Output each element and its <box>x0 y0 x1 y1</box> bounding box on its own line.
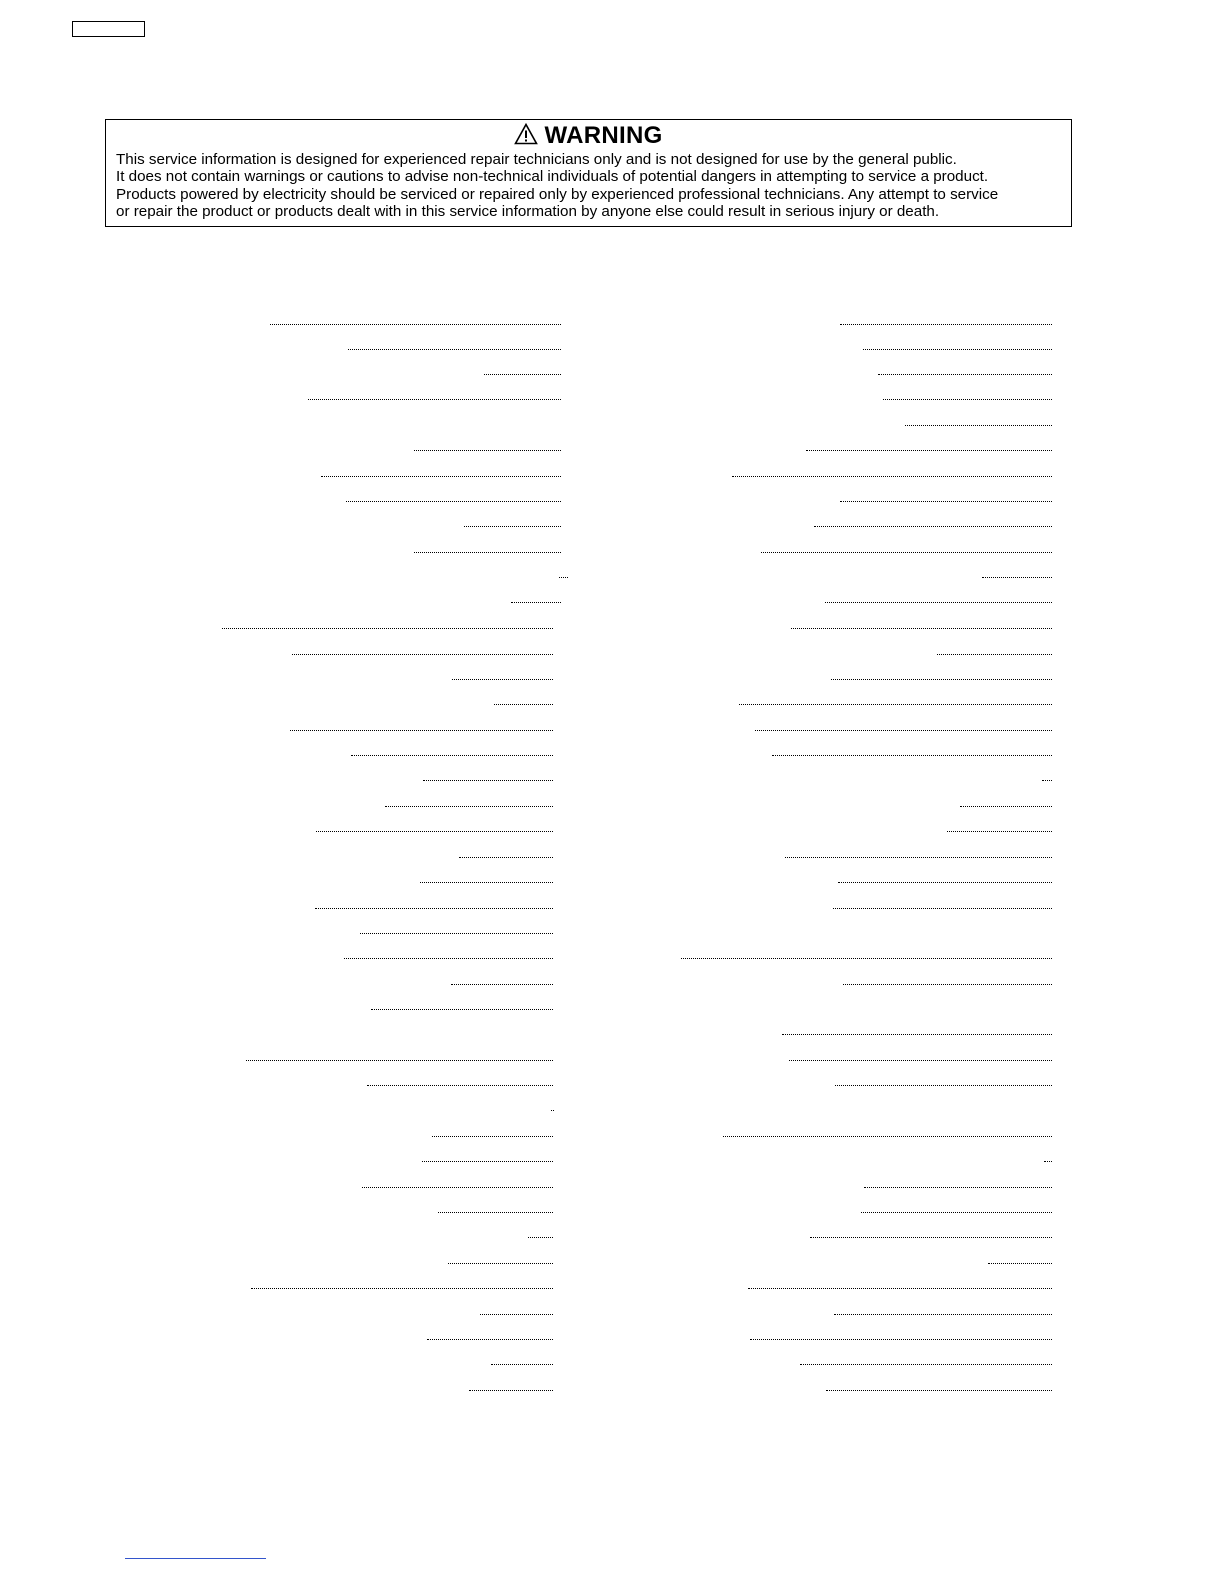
toc-leader-left <box>222 628 553 629</box>
toc-leader-right <box>785 857 1052 858</box>
toc-leader-left <box>559 577 568 578</box>
warning-line: It does not contain warnings or cautions to advise non-technical individuals of potential dangers in attempting to service a product. <box>116 168 989 186</box>
toc-leader-left <box>367 1085 553 1086</box>
warning-title-text: WARNING <box>544 122 663 149</box>
toc-leader-left <box>360 933 553 934</box>
warning-line: Products powered by electricity should be serviced or repaired only by experienced professional technicians. Any attempt to service <box>116 185 999 203</box>
toc-leader-right <box>840 324 1052 325</box>
toc-leader-left <box>423 780 553 781</box>
toc-leader-left <box>308 399 561 400</box>
toc-leader-right <box>791 628 1052 629</box>
toc-leader-left <box>270 324 561 325</box>
toc-leader-left <box>469 1390 553 1391</box>
toc-leader-left <box>344 958 553 959</box>
warning-title <box>106 122 1071 150</box>
toc-leader-right <box>723 1136 1052 1137</box>
toc-leader-left <box>348 349 561 350</box>
toc-leader-right <box>843 984 1052 985</box>
toc-leader-left <box>371 1009 553 1010</box>
toc-leader-right <box>748 1288 1052 1289</box>
toc-leader-left <box>251 1288 553 1289</box>
toc-leader-right <box>883 399 1052 400</box>
toc-leader-right <box>810 1237 1052 1238</box>
toc-leader-right <box>681 958 1052 959</box>
toc-leader-right <box>937 654 1052 655</box>
toc-leader-left <box>362 1187 553 1188</box>
toc-leader-right <box>982 577 1052 578</box>
toc-leader-right <box>833 908 1052 909</box>
toc-leader-right <box>789 1060 1052 1061</box>
toc-leader-right <box>947 831 1052 832</box>
toc-leader-right <box>761 552 1052 553</box>
toc-leader-left <box>315 908 553 909</box>
warning-line: or repair the product or products dealt with in this service information by anyone else could result in serious injury or death. <box>116 202 940 220</box>
toc-leader-right <box>814 526 1052 527</box>
toc-leader-left <box>448 1263 553 1264</box>
toc-leader-right <box>732 476 1052 477</box>
toc-leader-right <box>806 450 1052 451</box>
toc-leader-right <box>878 374 1052 375</box>
toc-leader-right <box>739 704 1052 705</box>
toc-leader-right <box>988 1263 1052 1264</box>
toc-leader-left <box>480 1314 553 1315</box>
toc-leader-left <box>551 1110 554 1111</box>
toc-leader-left <box>494 704 553 705</box>
toc-leader-left <box>451 984 553 985</box>
toc-leader-left <box>414 450 561 451</box>
toc-leader-right <box>782 1034 1052 1035</box>
toc-leader-left <box>438 1212 553 1213</box>
toc-leader-left <box>511 602 561 603</box>
warning-box <box>105 119 1072 227</box>
toc-leader-right <box>835 1085 1052 1086</box>
toc-leader-right <box>1042 780 1052 781</box>
toc-leader-left <box>316 831 553 832</box>
toc-leader-right <box>772 755 1052 756</box>
toc-leader-right <box>750 1339 1052 1340</box>
toc-leader-left <box>422 1161 553 1162</box>
warning-text <box>116 151 1065 220</box>
toc-leader-left <box>491 1364 553 1365</box>
footer-link-underline[interactable] <box>125 1558 266 1559</box>
toc-leader-left <box>321 476 561 477</box>
toc-leader-left <box>427 1339 553 1340</box>
toc-leader-right <box>861 1212 1052 1213</box>
toc-leader-right <box>838 882 1052 883</box>
toc-leader-right <box>840 501 1052 502</box>
toc-leader-left <box>432 1136 553 1137</box>
warning-line: This service information is designed for experienced repair technicians only and is not designed for use by the general public. <box>116 151 957 168</box>
toc-leader-right <box>834 1314 1052 1315</box>
warning-triangle-icon <box>514 123 538 145</box>
toc-leader-left <box>528 1237 553 1238</box>
toc-leader-left <box>452 679 553 680</box>
toc-leader-right <box>1044 1161 1052 1162</box>
toc-leader-left <box>351 755 553 756</box>
toc-leader-right <box>755 730 1052 731</box>
toc-leader-left <box>484 374 561 375</box>
toc-leader-right <box>825 602 1052 603</box>
toc-leader-right <box>905 425 1052 426</box>
toc-leader-right <box>831 679 1052 680</box>
toc-leader-right <box>800 1364 1052 1365</box>
toc-leader-left <box>292 654 553 655</box>
toc-leader-right <box>826 1390 1052 1391</box>
model-number-box <box>72 21 145 37</box>
toc-leader-left <box>464 526 561 527</box>
toc-leader-right <box>864 1187 1052 1188</box>
toc-leader-left <box>459 857 553 858</box>
toc-leader-right <box>863 349 1052 350</box>
toc-leader-left <box>246 1060 553 1061</box>
toc-leader-left <box>420 882 553 883</box>
toc-leader-left <box>346 501 561 502</box>
toc-leader-left <box>385 806 553 807</box>
toc-leader-right <box>960 806 1052 807</box>
toc-leader-left <box>414 552 561 553</box>
toc-leader-left <box>290 730 553 731</box>
